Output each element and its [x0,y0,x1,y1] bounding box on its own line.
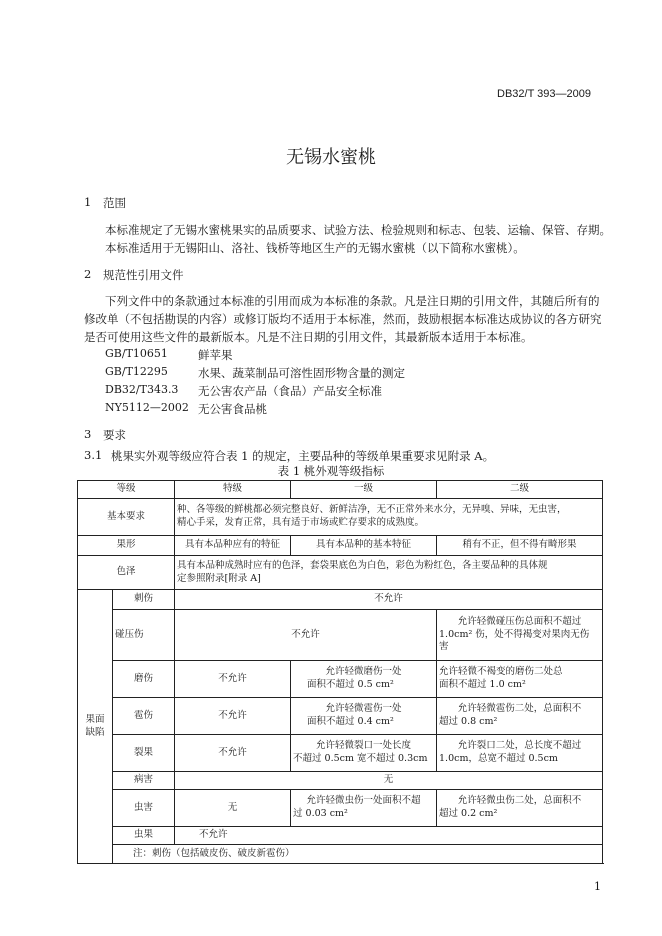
row-label: 磨伤 [113,661,175,698]
color-requirement-line: 定参照附录[附录 A] [177,572,261,584]
shape-grade-1: 具有本品种的基本特征 [291,536,437,556]
cell-line: 面积不超过 1.0 cm² [439,679,526,690]
row-label: 裂果 [113,735,175,772]
section-3-1-text: 桃果实外观等级应符合表 1 的规定，主要品种的等级单果重要求见附录 A。 [111,449,495,463]
table-row [78,590,603,610]
insect-special: 无 [175,790,291,827]
cell-line: 害 [439,641,449,653]
abrasion-grade-2 [437,661,603,698]
table-header-row [78,481,603,499]
section-3-1-number: 3.1 [84,448,103,462]
shape-grade-2: 稍有不正，但不得有畸形果 [437,536,603,556]
row-label: 基本要求 [78,499,175,536]
header-grade-2: 二级 [437,481,603,499]
hail-grade-2 [437,698,603,735]
section-1-title: 范围 [103,196,126,210]
hail-special: 不允许 [175,698,291,735]
table-row [78,499,603,536]
appearance-grade-table [77,480,603,864]
defect-label-line: 果面 [85,713,105,725]
disease-value: 无 [175,772,603,790]
abrasion-special: 不允许 [175,661,291,698]
row-label: 色泽 [78,556,175,590]
section-2-line-3: 是否可使用这些文件的最新版本。凡是不注日期的引用文件，其最新版本适用于本标准。 [84,330,533,344]
defect-label-line: 缺陷 [85,726,105,738]
row-label: 刺伤 [113,590,175,610]
basic-requirement-line: 精心手采，发育正常，具有适于市场或贮存要求的成熟度。 [177,517,425,528]
section-3-title: 要求 [103,428,126,442]
crack-special: 不允许 [175,735,291,772]
table-note-row [78,845,603,864]
cell-line: 不超过 0.5cm 宽不超过 0.3cm [293,753,428,764]
cell-line: 面积不超过 0.5 cm² [307,679,394,690]
ref-name: 鲜苹果 [198,348,233,362]
section-1-line-2: 本标准适用于无锡阳山、洛社、钱桥等地区生产的无锡水蜜桃（以下简称水蜜桃）。 [105,241,525,255]
header-special: 特级 [175,481,291,499]
insect-grade-1 [291,790,437,827]
ref-name: 无公害食品桃 [198,402,267,416]
row-label: 雹伤 [113,698,175,735]
crack-grade-2 [437,735,603,772]
table-row [78,661,603,698]
cell-line: 允许轻微雹伤一处 [325,703,402,715]
table-row [78,772,603,790]
puncture-value: 不允许 [175,590,603,610]
cell-line: 过 0.03 cm² [293,808,348,819]
table-row [78,536,603,556]
section-1-line-1: 本标准规定了无锡水蜜桃果实的品质要求、试验方法、检验规则和标志、包装、运输、保管、存期。 [105,223,611,237]
abrasion-grade-1 [291,661,437,698]
insect-grade-2 [437,790,603,827]
ref-code: NY5112—2002 [105,401,189,414]
document-title: 无锡水蜜桃 [286,147,376,168]
color-requirement [175,556,603,590]
table-note: 注：刺伤（包括破皮伤、破皮新雹伤） [113,845,603,864]
hail-grade-1 [291,698,437,735]
table-row [78,827,603,845]
shape-special: 具有本品种应有的特征 [175,536,291,556]
section-1-number: 1 [84,195,92,209]
cell-line: 允许轻微虫伤二处，总面积不 [457,795,582,807]
cell-line: 允许轻微裂口一处长度 [316,740,412,752]
cell-line: 超过 0.8 cm² [439,716,498,727]
cell-line: 面积不超过 0.4 cm² [307,716,394,727]
cell-line: 1.0cm² 伤，处不得褐变对果肉无伤 [439,628,590,640]
header-grade-1: 一级 [291,481,437,499]
section-2-title: 规范性引用文件 [103,268,184,282]
section-2-number: 2 [84,267,92,281]
cell-line: 1.0cm，总宽不超过 0.5cm [439,753,558,764]
document-number: DB32/T 393—2009 [497,88,591,100]
cell-line: 允许裂口二处，总长度不超过 [457,740,582,752]
cell-line: 允许轻微不褐变的磨伤二处总 [439,666,563,678]
table-row [78,610,603,661]
ref-code: DB32/T343.3 [105,383,179,396]
table-row [78,698,603,735]
row-label: 碰压伤 [113,610,175,661]
row-label: 虫害 [113,790,175,827]
cell-line: 允许轻微雹伤二处，总面积不 [457,703,582,715]
page-number: 1 [594,880,601,893]
row-label: 病害 [113,772,175,790]
table-caption: 表 1 桃外观等级指标 [277,464,385,478]
row-label: 虫果 [113,827,175,845]
cell-line: 超过 0.2 cm² [439,808,498,819]
ref-code: GB/T12295 [105,365,168,378]
cell-line: 允许轻微磨伤一处 [325,666,402,678]
section-3-number: 3 [84,427,92,441]
section-2-line-2: 修改单（不包括勘误的内容）或修订版均不适用于本标准，然而，鼓励根据本标准达成协议的各方研究 [84,312,602,326]
worm-fruit-value: 不允许 [175,827,603,845]
ref-name: 水果、蔬菜制品可溶性固形物含量的测定 [198,366,405,380]
header-grade: 等级 [78,481,175,499]
defect-group-label [78,590,113,864]
ref-name: 无公害农产品（食品）产品安全标准 [198,384,382,398]
basic-requirement [175,499,603,536]
bruise-grade-2 [437,610,603,661]
color-requirement-line: 具有本品种成熟时应有的色泽，套袋果底色为白色，彩色为粉红色，各主要品种的具体规 [177,559,548,571]
table-row [78,556,603,590]
cell-line: 允许轻微碰压伤总面积不超过 [457,615,582,627]
section-2-line-1: 下列文件中的条款通过本标准的引用而成为本标准的条款。凡是注日期的引用文件，其随后所有的 [105,294,600,308]
table-row [78,790,603,827]
ref-code: GB/T10651 [105,347,168,360]
table-row [78,735,603,772]
row-label: 果形 [78,536,175,556]
cell-line: 允许轻微虫伤一处面积不超 [306,795,421,807]
crack-grade-1 [291,735,437,772]
bruise-special-grade-1: 不允许 [175,610,437,661]
basic-requirement-line: 种、各等级的鲜桃都必须完整良好、新鲜洁净，无不正常外来水分，无异嗅、异味，无虫害， [177,504,567,516]
